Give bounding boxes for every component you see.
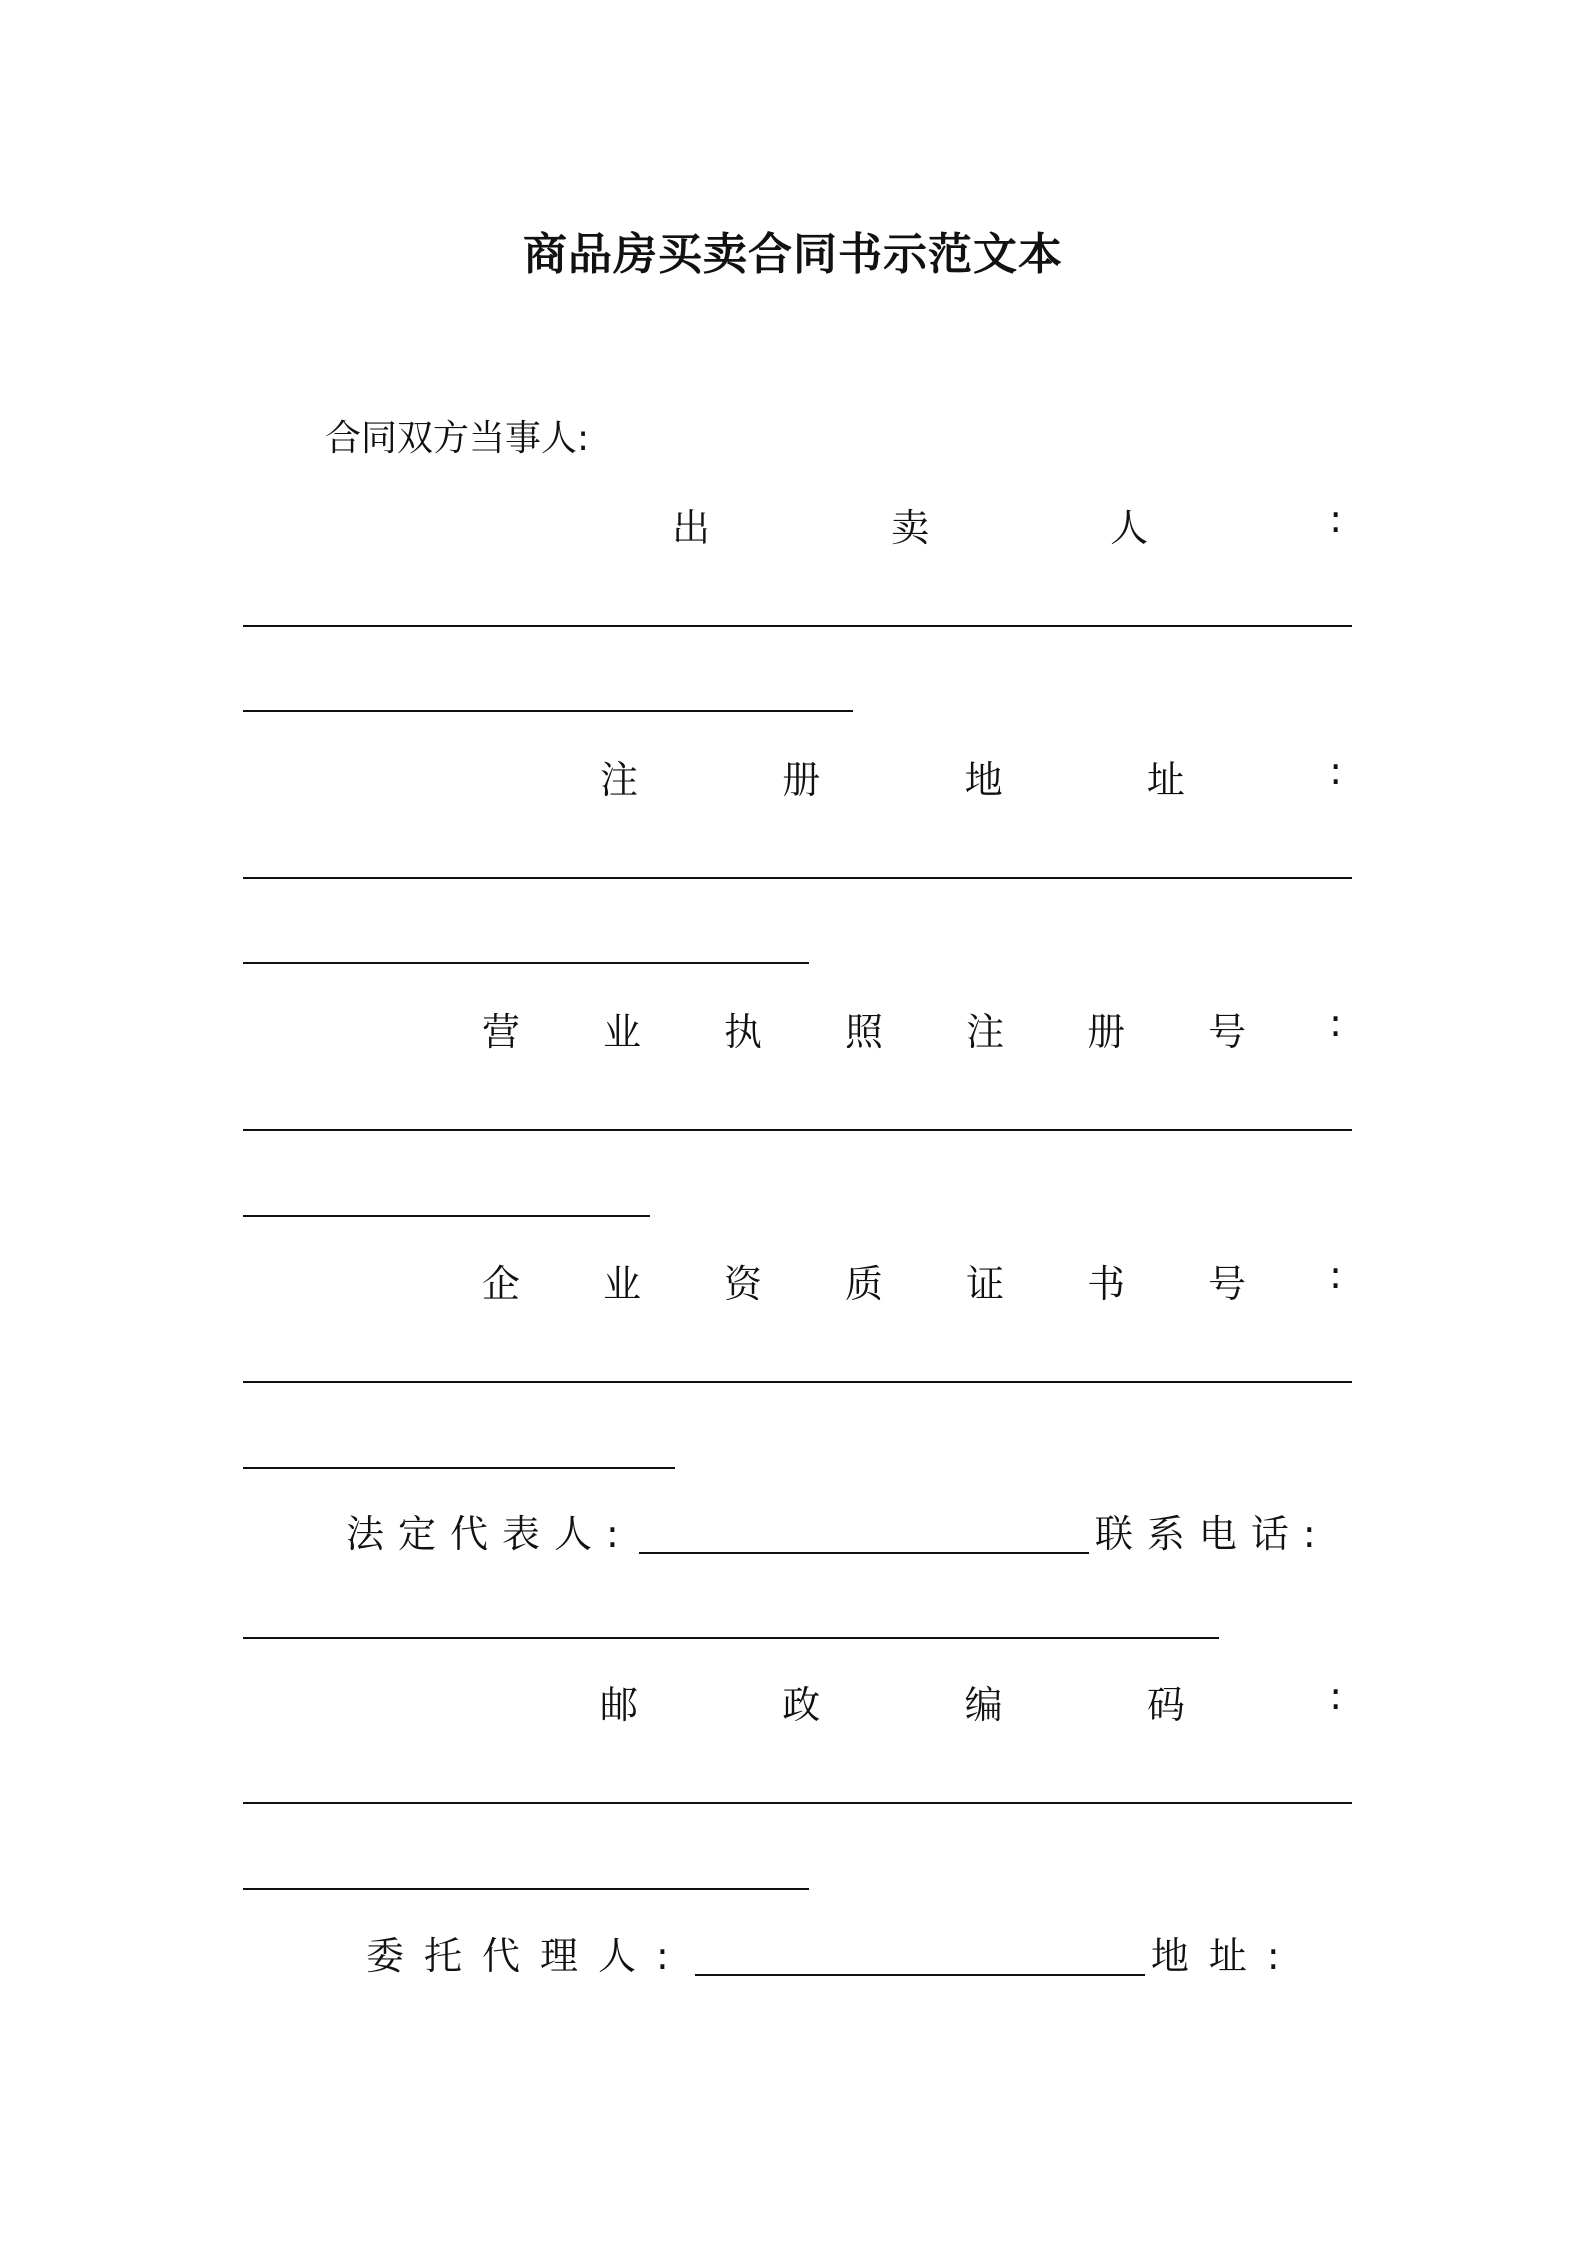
business-license-label-char: 营 — [482, 1010, 521, 1054]
legal-rep-label: 法定代表人: — [346, 1512, 633, 1556]
postal-code-label-char: 政 — [782, 1683, 821, 1727]
postal-code-label-char: 编 — [964, 1683, 1003, 1727]
qualification-cert-label — [482, 1253, 1342, 1308]
seller-label-char: : — [1329, 497, 1342, 541]
business-license-blank-line-2[interactable] — [243, 1215, 650, 1217]
registered-address-label-char: : — [1329, 749, 1342, 793]
seller-blank-line-1[interactable] — [243, 625, 1352, 627]
registered-address-label-char: 注 — [600, 758, 639, 802]
agent-label: 委托代理人: — [366, 1934, 689, 1978]
qualification-cert-label-char: : — [1329, 1253, 1342, 1297]
legal-rep-blank[interactable] — [639, 1518, 1089, 1554]
postal-code-blank-line-2[interactable] — [243, 1888, 809, 1890]
agent-row — [366, 1925, 1300, 1980]
business-license-label-char: 号 — [1208, 1010, 1247, 1054]
postal-code-blank-line-1[interactable] — [243, 1802, 1352, 1804]
postal-code-label — [600, 1674, 1342, 1729]
business-license-label-char: 照 — [845, 1010, 884, 1054]
postal-code-label-char: 码 — [1146, 1683, 1185, 1727]
qualification-cert-label-char: 企 — [482, 1262, 521, 1306]
business-license-label — [482, 1001, 1342, 1056]
qualification-cert-label-char: 业 — [603, 1262, 642, 1306]
registered-address-label — [600, 749, 1342, 804]
business-license-label-char: 执 — [724, 1010, 763, 1054]
business-license-blank-line-1[interactable] — [243, 1129, 1352, 1131]
qualification-cert-label-char: 质 — [845, 1262, 884, 1306]
parties-label: 合同双方当事人: — [325, 418, 590, 459]
qualification-cert-label-char: 资 — [724, 1262, 763, 1306]
registered-address-label-char: 册 — [782, 758, 821, 802]
contact-phone-label: 联系电话: — [1094, 1512, 1330, 1556]
postal-code-label-char: 邮 — [600, 1683, 639, 1727]
qualification-cert-blank-line-1[interactable] — [243, 1381, 1352, 1383]
business-license-label-char: 册 — [1087, 1010, 1126, 1054]
seller-label-char: 人 — [1110, 506, 1149, 550]
qualification-cert-blank-line-2[interactable] — [243, 1467, 675, 1469]
registered-address-blank-line-2[interactable] — [243, 962, 809, 964]
seller-label — [672, 497, 1342, 552]
business-license-label-char: 注 — [966, 1010, 1005, 1054]
contact-phone-blank-line[interactable] — [243, 1637, 1219, 1639]
agent-blank[interactable] — [695, 1940, 1145, 1976]
qualification-cert-label-char: 号 — [1208, 1262, 1247, 1306]
qualification-cert-label-char: 书 — [1087, 1262, 1126, 1306]
postal-code-label-char: : — [1329, 1674, 1342, 1718]
registered-address-label-char: 地 — [964, 758, 1003, 802]
registered-address-blank-line-1[interactable] — [243, 877, 1352, 879]
document-title: 商品房买卖合同书示范文本 — [523, 229, 1063, 280]
qualification-cert-label-char: 证 — [966, 1262, 1005, 1306]
seller-label-char: 卖 — [891, 506, 930, 550]
seller-label-char: 出 — [672, 506, 711, 550]
business-license-label-char: : — [1329, 1001, 1342, 1045]
legal-rep-row — [346, 1503, 1330, 1558]
registered-address-label-char: 址 — [1146, 758, 1185, 802]
business-license-label-char: 业 — [603, 1010, 642, 1054]
seller-blank-line-2[interactable] — [243, 710, 853, 712]
agent-address-label: 地址: — [1150, 1934, 1300, 1978]
